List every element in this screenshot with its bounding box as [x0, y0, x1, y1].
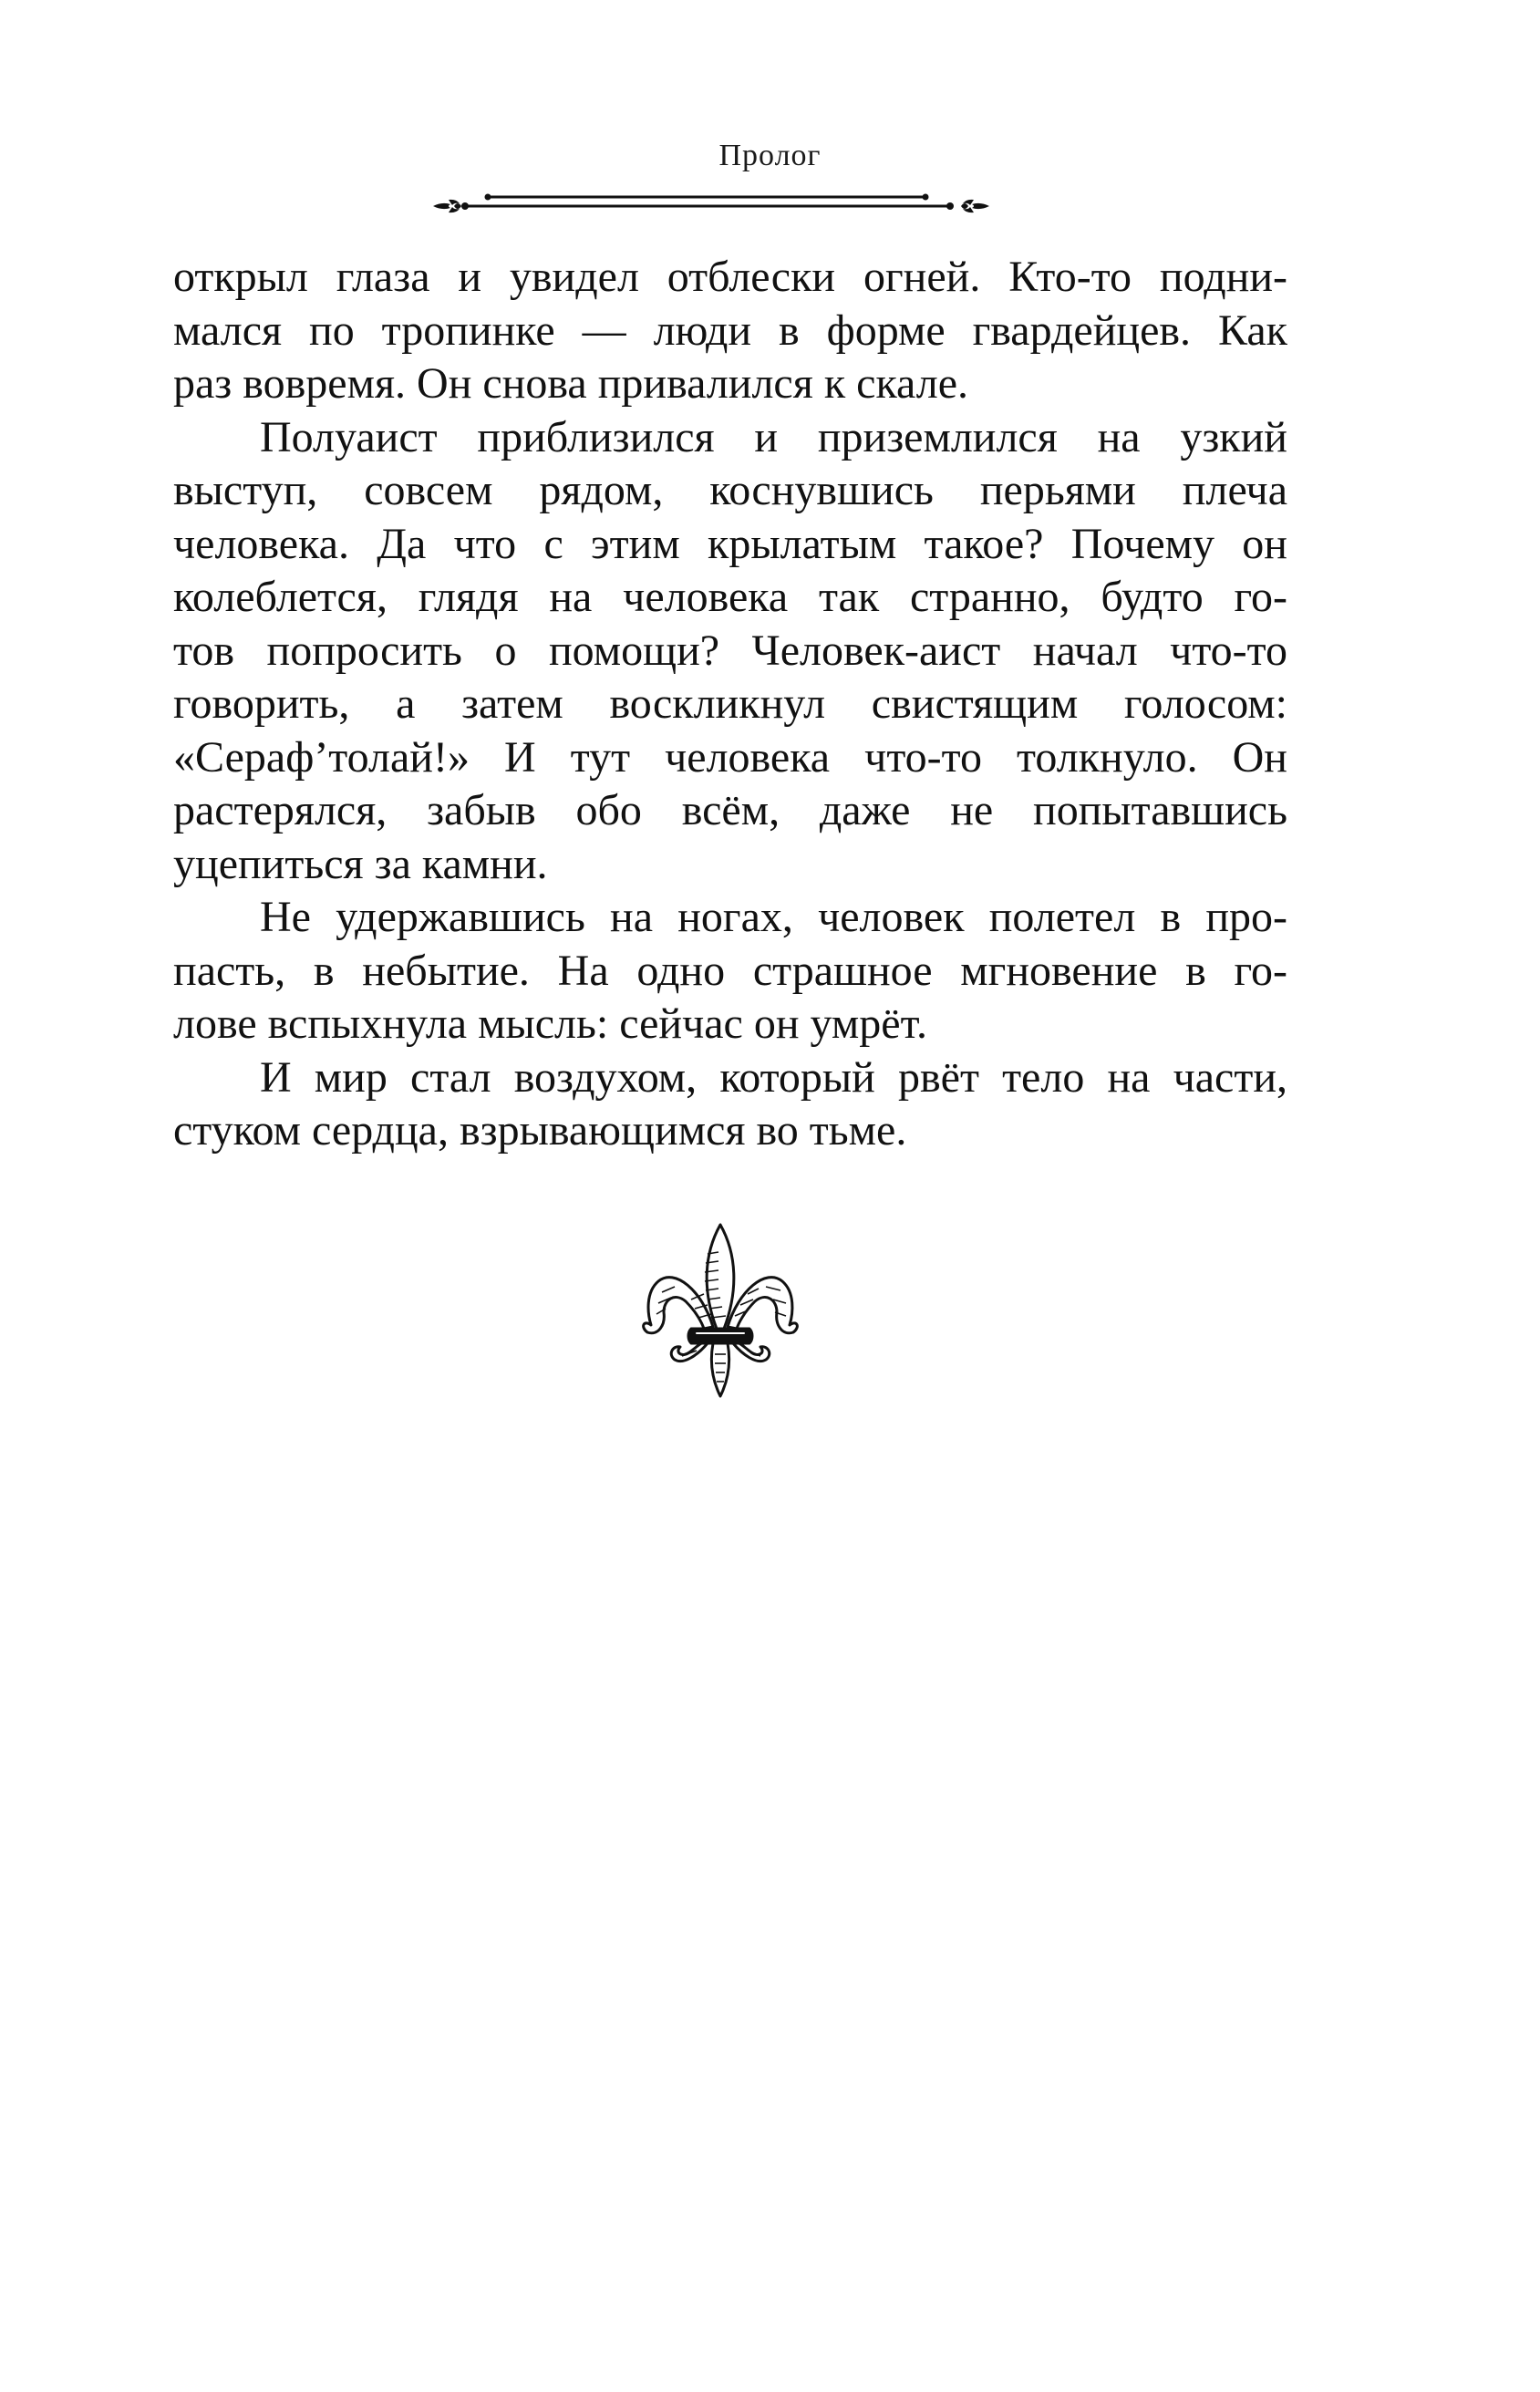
header-ornament-rule-icon	[429, 182, 994, 219]
fleur-de-lis-icon	[638, 1217, 802, 1400]
text-line: открыл глаза и увидел отблески огней. Кто-то подни-	[173, 253, 1287, 301]
text-line: выступ, совсем рядом, коснувшись перьями плеча	[173, 466, 1287, 514]
text-line: говорить, а затем воскликнул свистящим голосом:	[173, 679, 1287, 728]
text-line: лове вспыхнула мысль: сейчас он умрёт.	[173, 999, 927, 1048]
text-line: человека. Да что с этим крылатым такое? Почему он	[173, 519, 1287, 568]
text-line: И мир стал воздухом, который рвёт тело на части,	[260, 1052, 1287, 1102]
paragraph-4	[173, 1051, 1287, 1158]
text-line: пасть, в небытие. На одно страшное мгновение в го-	[173, 946, 1287, 995]
text-line: уцепиться за камни.	[173, 839, 548, 888]
paragraph-3	[173, 891, 1287, 1051]
text-line: «Сераф’толай!» И тут человека что-то толкнуло. Он	[173, 732, 1287, 782]
running-title: Пролог	[718, 139, 822, 172]
text-line: растерялся, забыв обо всём, даже не попытавшись	[173, 786, 1287, 834]
text-line: тов попросить о помощи? Человек-аист начал что-то	[173, 626, 1287, 675]
paragraph-2	[173, 411, 1287, 892]
text-line: Не удержавшись на ногах, человек полетел в про-	[260, 893, 1287, 941]
body-text	[173, 251, 1287, 1158]
text-line: раз вовремя. Он снова привалился к скале.	[173, 359, 969, 408]
paragraph-1	[173, 251, 1287, 411]
text-line: Полуаист приблизился и приземлился на узкий	[260, 412, 1287, 461]
text-line: мался по тропинке — люди в форме гвардейцев. Как	[173, 305, 1287, 355]
text-line: колеблется, глядя на человека так странно, будто го-	[173, 573, 1287, 621]
text-line: стуком сердца, взрывающимся во тьме.	[173, 1106, 907, 1155]
